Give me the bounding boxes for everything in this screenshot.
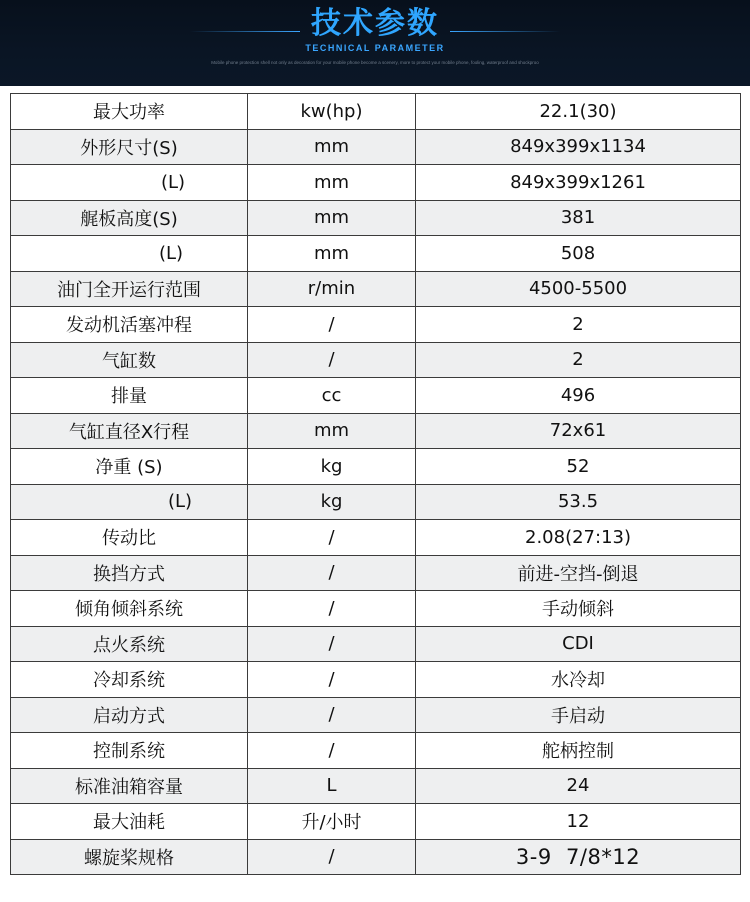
param-value: 前进-空挡-倒退 xyxy=(416,555,741,591)
param-value: 3-9 7/8*12 xyxy=(416,839,741,875)
param-value: 381 xyxy=(416,200,741,236)
table-row xyxy=(11,626,741,662)
param-value: 2 xyxy=(416,342,741,378)
param-unit: mm xyxy=(248,200,416,236)
param-value: 水冷却 xyxy=(416,662,741,698)
param-name: 最大功率 xyxy=(11,94,248,130)
param-name: 油门全开运行范围 xyxy=(11,271,248,307)
spec-table xyxy=(10,93,741,875)
param-name: 排量 xyxy=(11,378,248,414)
param-unit: 升/小时 xyxy=(248,804,416,840)
param-value: 52 xyxy=(416,449,741,485)
table-row xyxy=(11,129,741,165)
table-row xyxy=(11,200,741,236)
param-name: 控制系统 xyxy=(11,733,248,769)
page-subtitle: TECHNICAL PARAMETER xyxy=(305,43,445,53)
param-name: 螺旋桨规格 xyxy=(11,839,248,875)
header-tagline: Mobile phone protection shell not only as decoration for your mobile phone become a scenery, more to protect your mobile phone, fooling, waterproof and shockproo xyxy=(211,60,539,65)
param-name: 发动机活塞冲程 xyxy=(11,307,248,343)
param-value: 手动倾斜 xyxy=(416,591,741,627)
param-value: 2.08(27:13) xyxy=(416,520,741,556)
table-row xyxy=(11,520,741,556)
header-banner xyxy=(0,0,750,86)
param-unit: mm xyxy=(248,413,416,449)
param-value: 舵柄控制 xyxy=(416,733,741,769)
param-unit: / xyxy=(248,555,416,591)
param-value: 53.5 xyxy=(416,484,741,520)
table-row xyxy=(11,307,741,343)
param-name: 启动方式 xyxy=(11,697,248,733)
param-name: 外形尺寸(S) xyxy=(11,129,248,165)
table-row xyxy=(11,591,741,627)
param-value: 4500-5500 xyxy=(416,271,741,307)
param-value: 22.1(30) xyxy=(416,94,741,130)
param-name: 艉板高度(S) xyxy=(11,200,248,236)
table-row xyxy=(11,804,741,840)
table-row xyxy=(11,413,741,449)
table-row xyxy=(11,697,741,733)
param-name: 标准油箱容量 xyxy=(11,768,248,804)
table-row xyxy=(11,236,741,272)
param-name: 冷却系统 xyxy=(11,662,248,698)
table-row xyxy=(11,733,741,769)
param-unit: cc xyxy=(248,378,416,414)
param-value: 72x61 xyxy=(416,413,741,449)
page-title: 技术参数 xyxy=(311,6,439,41)
param-name: (L) xyxy=(11,236,248,272)
param-unit: / xyxy=(248,839,416,875)
param-unit: / xyxy=(248,307,416,343)
table-row xyxy=(11,555,741,591)
table-row xyxy=(11,94,741,130)
param-name: 换挡方式 xyxy=(11,555,248,591)
table-row xyxy=(11,768,741,804)
param-value: 手启动 xyxy=(416,697,741,733)
param-unit: mm xyxy=(248,236,416,272)
param-name: 气缸数 xyxy=(11,342,248,378)
param-unit: mm xyxy=(248,165,416,201)
param-unit: / xyxy=(248,733,416,769)
param-name: 点火系统 xyxy=(11,626,248,662)
table-row xyxy=(11,484,741,520)
param-unit: kw(hp) xyxy=(248,94,416,130)
param-value: 496 xyxy=(416,378,741,414)
param-unit: / xyxy=(248,342,416,378)
param-unit: / xyxy=(248,697,416,733)
param-name: 净重 (S) xyxy=(11,449,248,485)
param-unit: kg xyxy=(248,484,416,520)
table-row xyxy=(11,449,741,485)
param-name: (L) xyxy=(11,484,248,520)
param-unit: / xyxy=(248,662,416,698)
table-row xyxy=(11,271,741,307)
param-name: 倾角倾斜系统 xyxy=(11,591,248,627)
param-name: 最大油耗 xyxy=(11,804,248,840)
table-row xyxy=(11,342,741,378)
param-value: 849x399x1261 xyxy=(416,165,741,201)
table-row xyxy=(11,378,741,414)
param-value: 2 xyxy=(416,307,741,343)
param-unit: L xyxy=(248,768,416,804)
table-row xyxy=(11,662,741,698)
param-name: (L) xyxy=(11,165,248,201)
param-value: 24 xyxy=(416,768,741,804)
param-unit: / xyxy=(248,626,416,662)
param-value: 12 xyxy=(416,804,741,840)
param-unit: mm xyxy=(248,129,416,165)
table-row xyxy=(11,165,741,201)
param-unit: / xyxy=(248,520,416,556)
table-row xyxy=(11,839,741,875)
param-name: 气缸直径X行程 xyxy=(11,413,248,449)
param-unit: / xyxy=(248,591,416,627)
param-unit: kg xyxy=(248,449,416,485)
param-name: 传动比 xyxy=(11,520,248,556)
param-unit: r/min xyxy=(248,271,416,307)
param-value: CDI xyxy=(416,626,741,662)
param-value: 508 xyxy=(416,236,741,272)
param-value: 849x399x1134 xyxy=(416,129,741,165)
